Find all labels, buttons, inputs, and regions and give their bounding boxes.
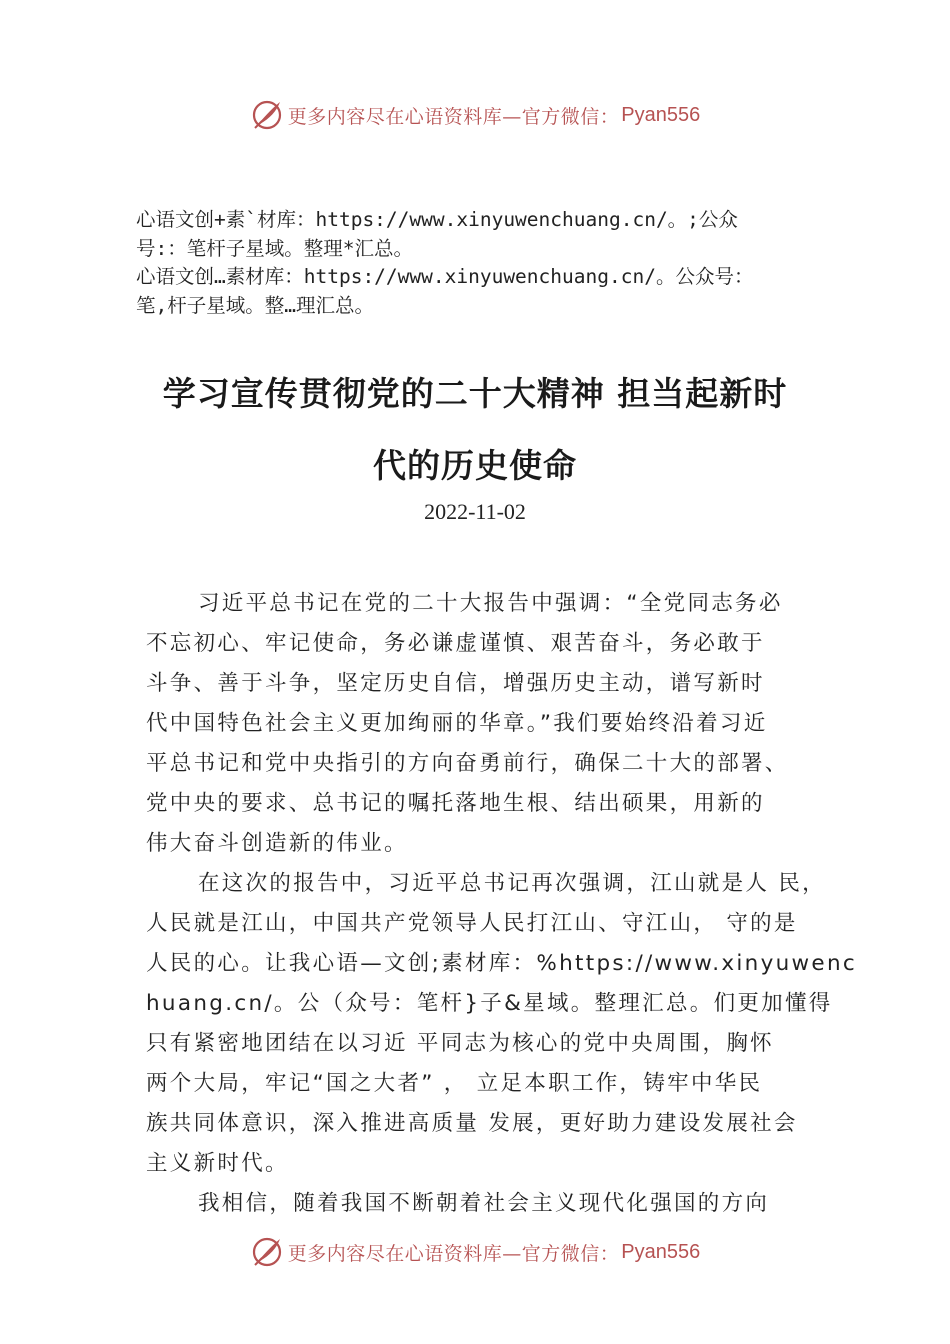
body-line: 人民的心。让我心语—文创;素材库：%https://www.xinyuwenc	[146, 951, 857, 976]
article-title-line-2: 代的历史使命	[373, 446, 577, 485]
body-line: 代中国特色社会主义更加绚丽的华章。”我们要始终沿着习近	[146, 711, 768, 736]
article-date: 2022-11-02	[424, 499, 526, 524]
source-line: 笔,杆子星域。整…理汇总。	[136, 293, 374, 317]
source-notice	[136, 206, 846, 320]
article-body	[146, 584, 857, 1224]
body-line: 两个大局，牢记“国之大者” ， 立足本职工作，铸牢中华民	[146, 1071, 763, 1096]
body-line: 我相信，随着我国不断朝着社会主义现代化强国的方向	[198, 1191, 770, 1216]
banner-wechat-id: Pyan556	[621, 1240, 701, 1263]
footer-banner	[0, 1232, 950, 1272]
body-line: 只有紧密地团结在以习近 平同志为核心的党中央周围，胸怀	[146, 1031, 774, 1056]
body-line: 不忘初心、牢记使命，务必谦虚谨慎、艰苦奋斗，务必敢于	[146, 631, 765, 656]
source-line: 号:：笔杆子星域。整理*汇总。	[136, 236, 413, 260]
quill-logo-icon	[250, 98, 284, 132]
banner-text: 更多内容尽在心语资料库—官方微信：	[287, 1242, 620, 1265]
article-title-line-1: 学习宣传贯彻党的二十大精神 担当起新时	[162, 374, 788, 413]
body-line: 人民就是江山，中国共产党领导人民打江山、守江山， 守的是	[146, 911, 798, 936]
body-line: 伟大奋斗创造新的伟业。	[146, 831, 408, 856]
source-line: 心语文创+素`材库：https://www.xinyuwenchuang.cn/。;公众	[136, 208, 738, 231]
body-line: 斗争、善于斗争，坚定历史自信，增强历史主动，谱写新时	[146, 671, 765, 696]
banner-wechat-id: Pyan556	[621, 103, 701, 126]
quill-logo-icon	[250, 1235, 284, 1269]
banner-text: 更多内容尽在心语资料库—官方微信：	[287, 105, 620, 128]
body-line: 主义新时代。	[146, 1151, 289, 1176]
body-line: 平总书记和党中央指引的方向奋勇前行，确保二十大的部署、	[146, 751, 789, 776]
body-line: 习近平总书记在党的二十大报告中强调：“全党同志务必	[198, 591, 783, 616]
body-line: 族共同体意识，深入推进高质量 发展，更好助力建设发展社会	[146, 1111, 798, 1136]
body-line: huang.cn/。公（众号：笔杆}子&星域。整理汇总。们更加懂得	[146, 991, 833, 1016]
header-banner	[0, 95, 950, 135]
source-line: 心语文创…素材库：https://www.xinyuwenchuang.cn/。公众号：	[136, 265, 754, 288]
body-line: 在这次的报告中，习近平总书记再次强调，江山就是人 民，	[198, 871, 826, 896]
body-line: 党中央的要求、总书记的嘱托落地生根、结出硕果，用新的	[146, 791, 765, 816]
